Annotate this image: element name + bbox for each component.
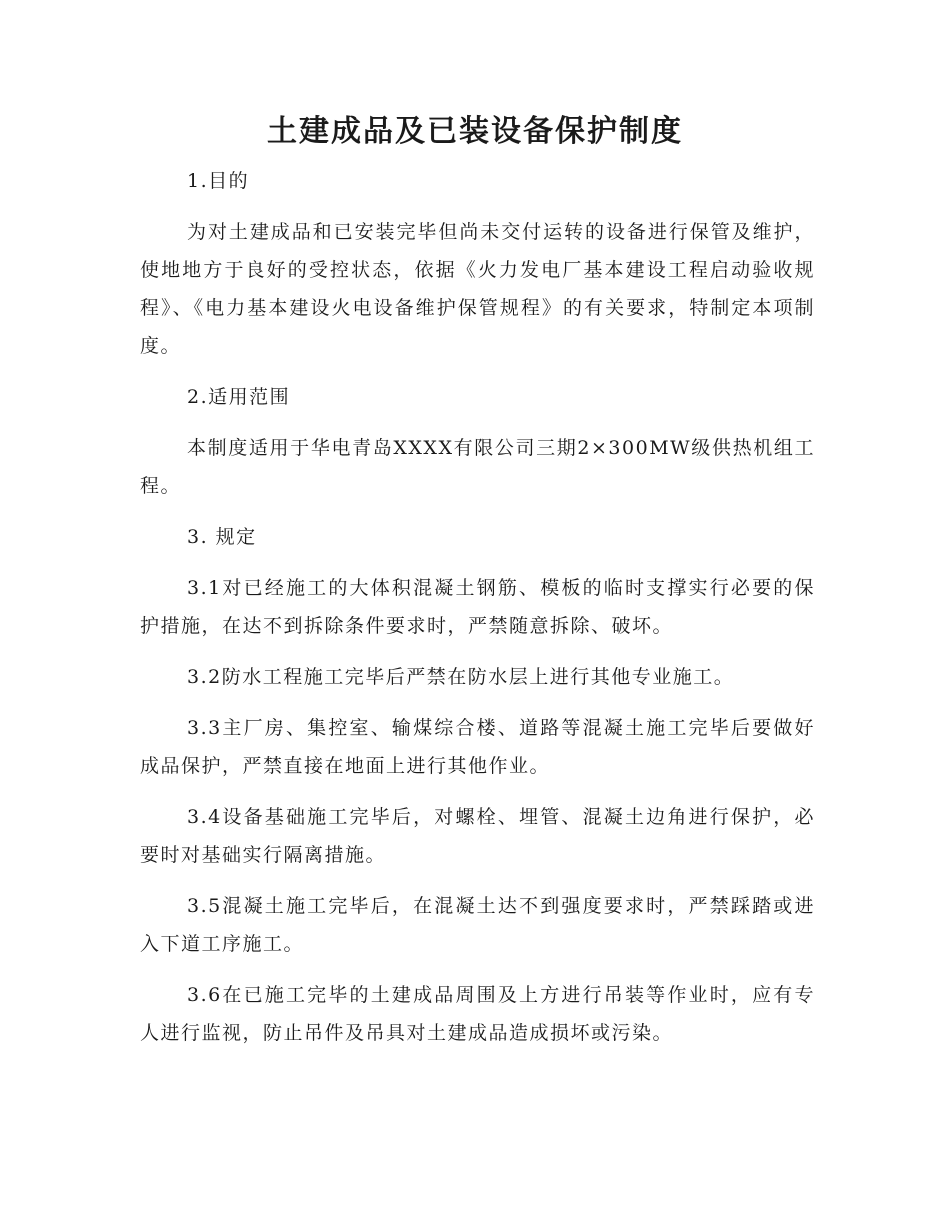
rule-3-1: 3.1对已经施工的大体积混凝土钢筋、模板的临时支撑实行必要的保护措施，在达不到拆除条件要求时，严禁随意拆除、破坏。 [140, 577, 815, 637]
document-title: 土建成品及已装设备保护制度 [267, 114, 683, 149]
paragraph-purpose: 为对土建成品和已安装完毕但尚未交付运转的设备进行保管及维护，使地地方于良好的受控状态，依据《火力发电厂基本建设工程启动验收规程》、《电力基本建设火电设备维护保管规程》的有关要求，特制定本项制度。 [140, 221, 815, 357]
section-heading-rules: 3. 规定 [187, 526, 257, 548]
section-heading-scope: 2.适用范围 [187, 386, 291, 408]
section-heading-purpose: 1.目的 [187, 170, 250, 192]
rule-3-5: 3.5混凝土施工完毕后，在混凝土达不到强度要求时，严禁踩踏或进入下道工序施工。 [140, 895, 815, 955]
rule-3-4: 3.4设备基础施工完毕后，对螺栓、埋管、混凝土边角进行保护，必要时对基础实行隔离措施。 [140, 806, 815, 866]
rule-3-2: 3.2防水工程施工完毕后严禁在防水层上进行其他专业施工。 [187, 666, 735, 688]
document-body [140, 162, 815, 1065]
paragraph-scope: 本制度适用于华电青岛XXXX有限公司三期2×300MW级供热机组工程。 [140, 437, 815, 497]
rule-3-6: 3.6在已施工完毕的土建成品周围及上方进行吊装等作业时，应有专人进行监视，防止吊件及吊具对土建成品造成损坏或污染。 [140, 984, 815, 1044]
rule-3-3: 3.3主厂房、集控室、输煤综合楼、道路等混凝土施工完毕后要做好成品保护，严禁直接在地面上进行其他作业。 [140, 717, 815, 777]
